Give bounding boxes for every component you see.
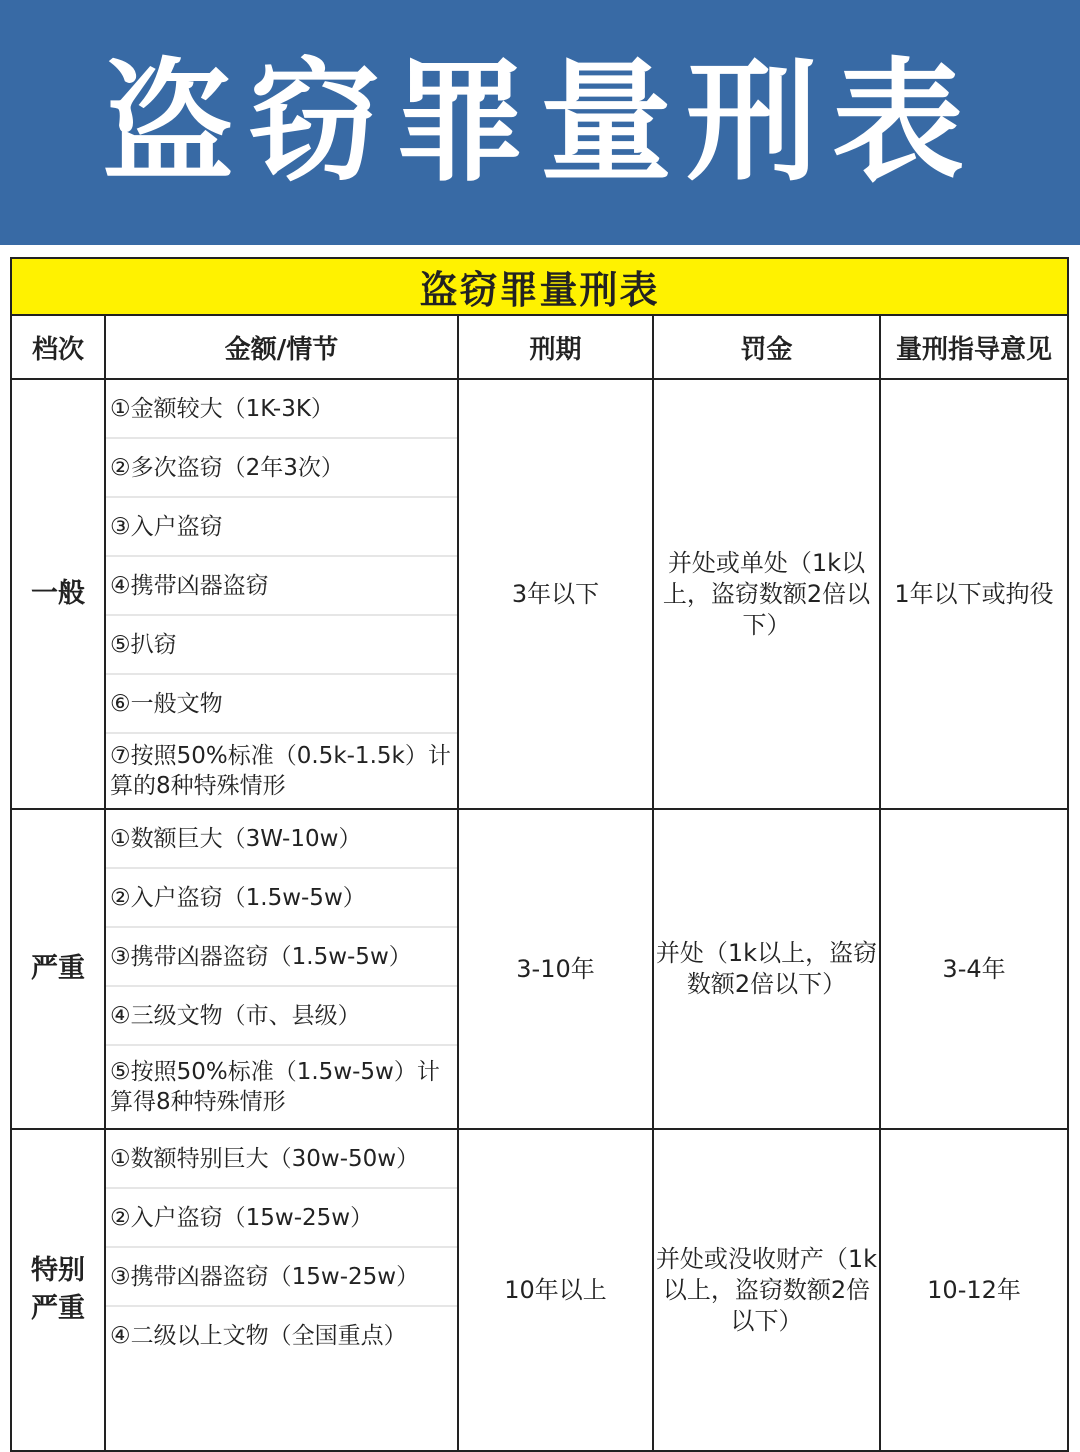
detail-cell (105, 809, 458, 1129)
level-label: 特别严重 (31, 1255, 85, 1324)
guidance-cell: 3-4年 (880, 809, 1068, 1129)
guidance-cell: 10-12年 (880, 1129, 1068, 1451)
list-item: ③携带凶器盗窃（1.5w-5w） (106, 928, 457, 987)
term-cell: 3年以下 (458, 379, 653, 809)
term-cell: 3-10年 (458, 809, 653, 1129)
list-item: ⑤扒窃 (106, 616, 457, 675)
header-level: 档次 (11, 315, 105, 379)
fine-cell: 并处或单处（1k以上，盗窃数额2倍以下） (653, 379, 880, 809)
detail-cell (105, 1129, 458, 1451)
level-cell: 一般 (11, 379, 105, 809)
header-fine: 罚金 (653, 315, 880, 379)
list-item: ③携带凶器盗窃（15w-25w） (106, 1248, 457, 1307)
detail-cell (105, 379, 458, 809)
sentencing-table (10, 257, 1069, 1452)
header-amount: 金额/情节 (105, 315, 458, 379)
level-cell (11, 1129, 105, 1451)
banner-title: 盗窃罪量刑表 (102, 45, 978, 200)
header-guidance: 量刑指导意见 (880, 315, 1068, 379)
list-item: ④二级以上文物（全国重点） (110, 1322, 407, 1349)
fine-cell: 并处或没收财产（1k以上，盗窃数额2倍以下） (653, 1129, 880, 1451)
list-item: ②多次盗窃（2年3次） (106, 439, 457, 498)
list-item: ④三级文物（市、县级） (106, 987, 457, 1046)
list-item: ①数额巨大（3W-10w） (106, 810, 457, 869)
fine-cell: 并处（1k以上，盗窃数额2倍以下） (653, 809, 880, 1129)
table-row (11, 379, 1068, 809)
table-title: 盗窃罪量刑表 (11, 258, 1068, 315)
list-item: ⑦按照50%标准（0.5k-1.5k）计算的8种特殊情形 (110, 743, 451, 799)
term-cell: 10年以上 (458, 1129, 653, 1451)
level-cell: 严重 (11, 809, 105, 1129)
list-item: ④携带凶器盗窃 (106, 557, 457, 616)
list-item: ②入户盗窃（1.5w-5w） (106, 869, 457, 928)
table-row (11, 809, 1068, 1129)
guidance-cell: 1年以下或拘役 (880, 379, 1068, 809)
title-banner (0, 0, 1080, 245)
list-item: ⑤按照50%标准（1.5w-5w）计算得8种特殊情形 (110, 1059, 440, 1115)
list-item: ①金额较大（1K-3K） (106, 380, 457, 439)
spreadsheet-area (0, 245, 1080, 1440)
list-item: ⑥一般文物 (106, 675, 457, 734)
list-item: ③入户盗窃 (106, 498, 457, 557)
header-term: 刑期 (458, 315, 653, 379)
list-item: ②入户盗窃（15w-25w） (106, 1189, 457, 1248)
list-item: ①数额特别巨大（30w-50w） (106, 1130, 457, 1189)
table-row (11, 1129, 1068, 1451)
